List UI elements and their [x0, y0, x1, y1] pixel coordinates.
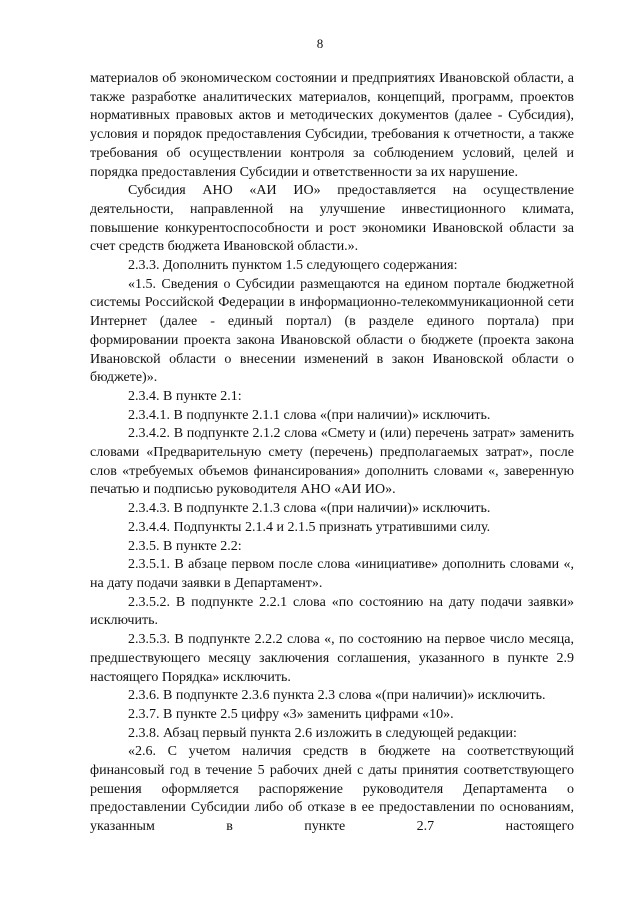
paragraph-2-3-4-3: 2.3.4.3. В подпункте 2.1.3 слова «(при наличии)» исключить. — [128, 501, 491, 517]
paragraph-2-3-8: 2.3.8. Абзац первый пункта 2.6 изложить в следующей редакции: — [128, 725, 517, 741]
paragraph-2-3-4: 2.3.4. В пункте 2.1: — [128, 388, 242, 404]
paragraph-2-3-5-3: 2.3.5.3. В подпункте 2.2.2 слова «, по состоянию на первое число месяца, предшествующего месяцу заключения соглашения, указанного в пункте 2.9 настоящего Порядка» исключить. — [90, 632, 574, 685]
paragraph-2-6: «2.6. С учетом наличия средств в бюджете на соответствующий финансовый год в течение 5 рабочих дней с даты принятия соответствующего решения оформляется распоряжение руководителя Департамента о предоставлении Субсидии либо об отказе в ее предоставлении по основаниям, указанным в пункте 2.7 настоящего — [90, 744, 574, 835]
page-number: 8 — [316, 36, 324, 51]
paragraph-continuation: материалов об экономическом состоянии и предприятиях Ивановской области, а также разработке аналитических материалов, концепций, программ, проектов нормативных правовых актов и методических документов (далее - Субсидия), условия и порядок предоставления Субсидии, требования к отчетности, а также требования об осуществлении контроля за соблюдением условий, целей и порядка предоставления Субсидии и ответственности за их нарушение. — [90, 71, 574, 180]
paragraph-2-3-5-1: 2.3.5.1. В абзаце первом после слова «инициативе» дополнить словами «, на дату подачи заявки в Департамент». — [90, 557, 574, 591]
paragraph-2-3-4-2: 2.3.4.2. В подпункте 2.1.2 слова «Смету и (или) перечень затрат» заменить словами «Предварительную смету (перечень) предполагаемых затрат», после слов «требуемых объемов финансирования» дополнить словами «, заверенную печатью и подписью руководителя АНО «АИ ИО». — [90, 426, 574, 498]
document-body — [90, 70, 574, 837]
paragraph-2-3-6: 2.3.6. В подпункте 2.3.6 пункта 2.3 слова «(при наличии)» исключить. — [128, 688, 546, 704]
paragraph-2-3-4-4: 2.3.4.4. Подпункты 2.1.4 и 2.1.5 признать утратившими силу. — [128, 519, 491, 535]
paragraph-subsidy-purpose: Субсидия АНО «АИ ИО» предоставляется на осуществление деятельности, направленной на улучшение инвестиционного климата, повышение конкурентоспособности и рост экономики Ивановской области за счет средств бюджета Ивановской области.». — [90, 183, 574, 255]
paragraph-2-3-3: 2.3.3. Дополнить пунктом 1.5 следующего содержания: — [128, 258, 458, 274]
paragraph-2-3-4-1: 2.3.4.1. В подпункте 2.1.1 слова «(при наличии)» исключить. — [128, 407, 491, 423]
paragraph-1-5: «1.5. Сведения о Субсидии размещаются на едином портале бюджетной системы Российской Федерации в информационно-телекоммуникационной сети Интернет (далее - единый портал) (в разделе единого портала) при формировании проекта закона Ивановской области о бюджете (проекта закона Ивановской области о внесении изменений в закон Ивановской области о бюджете)». — [90, 276, 574, 386]
paragraph-2-3-5-2: 2.3.5.2. В подпункте 2.2.1 слова «по состоянию на дату подачи заявки» исключить. — [90, 594, 574, 629]
paragraph-2-3-7: 2.3.7. В пункте 2.5 цифру «3» заменить цифрами «10». — [128, 706, 454, 722]
paragraph-2-3-5: 2.3.5. В пункте 2.2: — [128, 538, 242, 554]
